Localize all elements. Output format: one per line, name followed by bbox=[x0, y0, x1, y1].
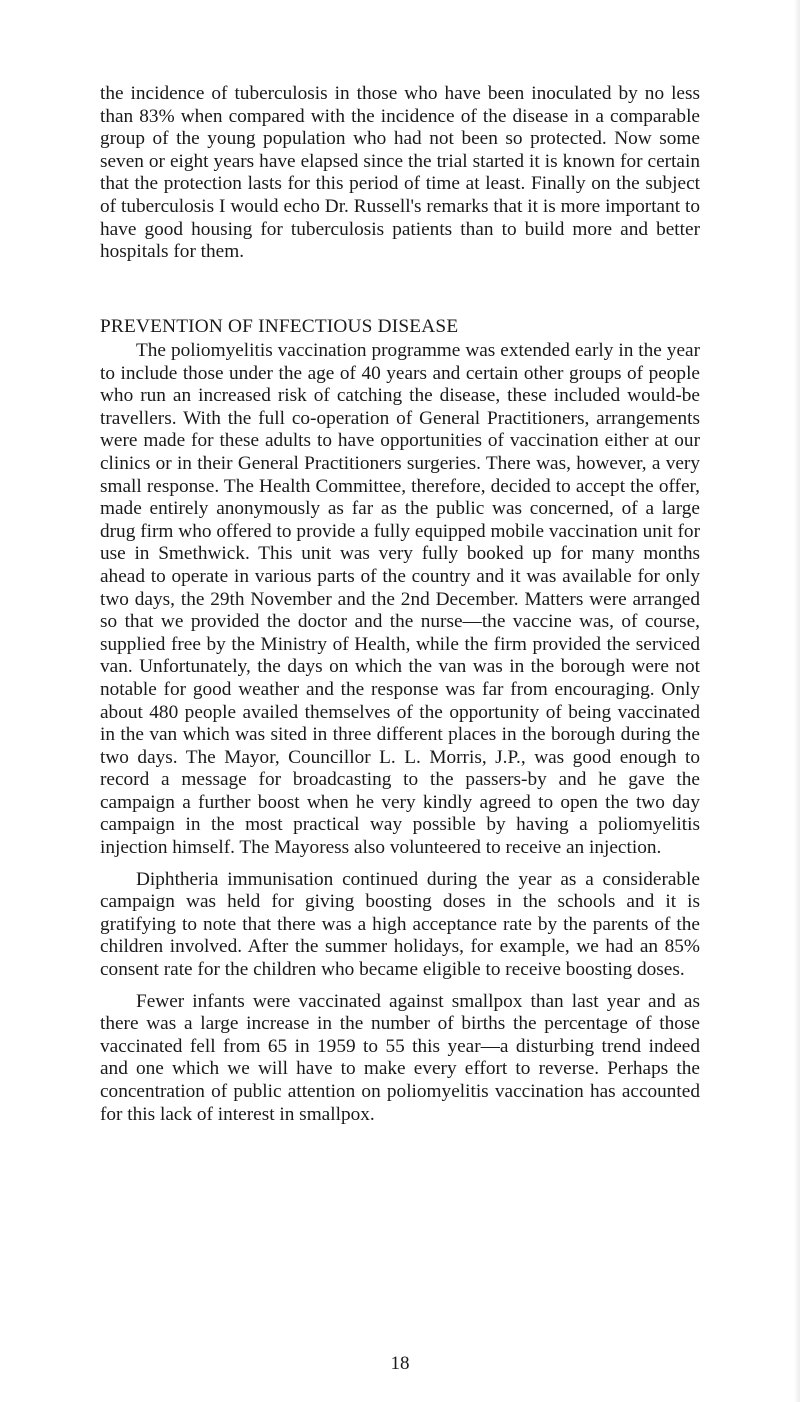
page-edge-shadow bbox=[794, 0, 800, 1402]
intro-paragraph: the incidence of tuberculosis in those who have been inoculated by no less than 83% when compared with the incidence of the disease in a comparable group of the young population who had not been so protected. Now some seven or eight years have elapsed since the trial started it is known for certain that the protection lasts for this period of time at least. Finally on the subject of tuberculosis I would echo Dr. Russell's remarks that it is more important to have good housing for tuberculosis patients than to build more and better hospitals for them. bbox=[100, 83, 700, 263]
section-body bbox=[100, 340, 700, 1135]
section-heading: PREVENTION OF INFECTIOUS DISEASE bbox=[100, 316, 459, 337]
paragraph-poliomyelitis: The poliomyelitis vaccination programme was extended early in the year to include those under the age of 40 years and certain other groups of people who run an increased risk of catching the disease, these included would-be travellers. With the full co-operation of General Practitioners, arrangements were made for these adults to have opportunities of vaccination either at our clinics or in their General Practitioners surgeries. There was, however, a very small response. The Health Committee, therefore, decided to accept the offer, made entirely anonymously as far as the public was concerned, of a large drug firm who offered to provide a fully equipped mobile vaccination unit for use in Smethwick. This unit was very fully booked up for many months ahead to operate in various parts of the country and it was available for only two days, the 29th November and the 2nd December. Matters were arranged so that we provided the doctor and the nurse—the vaccine was, of course, supplied free by the Ministry of Health, while the firm provided the serviced van. Unfortunately, the days on which the van was in the borough were not notable for good weather and the response was far from encouraging. Only about 480 people availed themselves of the opportunity of being vaccinated in the van which was sited in three different places in the borough during the two days. The Mayor, Councillor L. L. Morris, J.P., was good enough to record a message for broadcasting to the passers-by and he gave the campaign a further boost when he very kindly agreed to open the two day campaign in the most practical way possible by having a poliomyelitis injection himself. The Mayoress also volunteered to receive an injection. bbox=[100, 340, 700, 859]
page-number: 18 bbox=[390, 1353, 410, 1374]
paragraph-diphtheria: Diphtheria immunisation continued during the year as a considerable campaign was held for giving boosting doses in the schools and it is gratifying to note that there was a high acceptance rate by the parents of the children involved. After the summer holidays, for example, we had an 85% consent rate for the children who became eligible to receive boosting doses. bbox=[100, 868, 700, 981]
paragraph-smallpox: Fewer infants were vaccinated against smallpox than last year and as there was a large increase in the number of births the percentage of those vaccinated fell from 65 in 1959 to 55 this year—a disturbing trend indeed and one which we will have to make every effort to reverse. Perhaps the concentration of public attention on poliomyelitis vaccination has accounted for this lack of interest in smallpox. bbox=[100, 990, 700, 1125]
